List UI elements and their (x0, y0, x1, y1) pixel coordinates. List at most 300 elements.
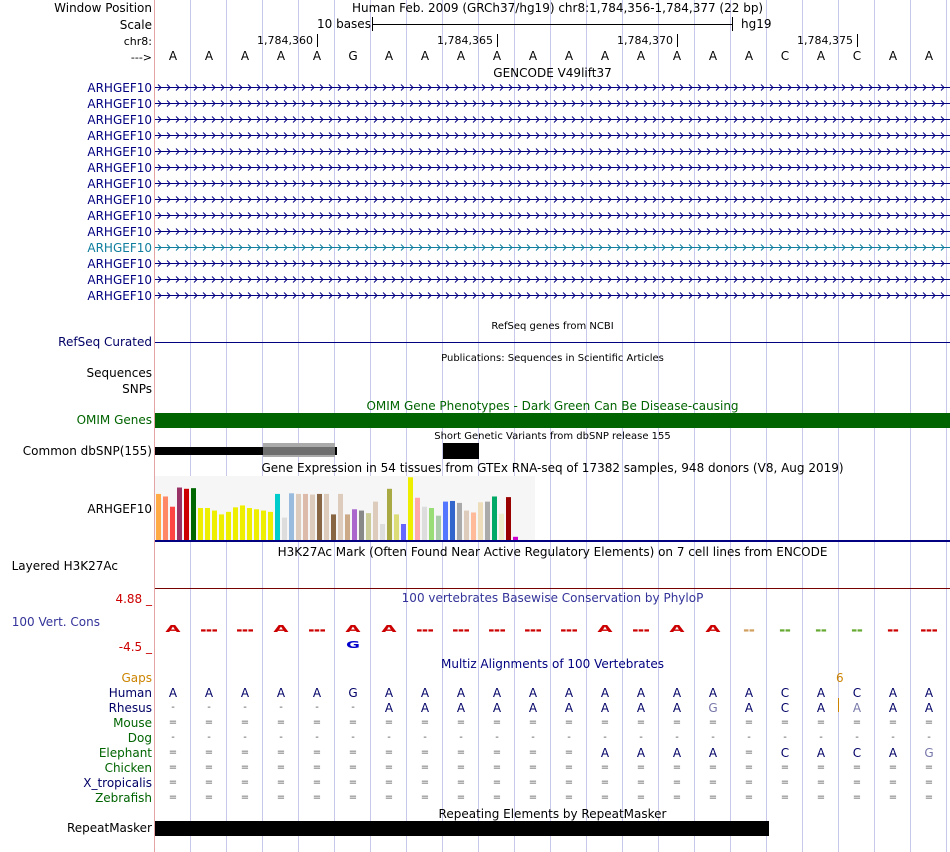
phylop-glyph: A (381, 623, 397, 635)
gencode-gene-label[interactable]: ARHGEF10 (87, 193, 152, 207)
alignment-base: = (420, 747, 430, 758)
alignment-base: = (276, 747, 286, 758)
dbsnp-title: Short Genetic Variants from dbSNP release 155 (434, 431, 671, 442)
alignment-base: = (528, 762, 538, 773)
alignment-base: = (852, 777, 862, 788)
refseq-line[interactable] (155, 342, 950, 343)
alignment-base: A (384, 686, 394, 700)
phylop-glyph: A (165, 623, 181, 635)
gtex-tissue-bar[interactable] (219, 514, 224, 540)
phylop-glyph: ▬▬▬ (560, 627, 578, 634)
gencode-gene-label[interactable]: ARHGEF10 (87, 113, 152, 127)
alignment-base: - (279, 702, 283, 713)
alignment-base: A (456, 701, 466, 715)
gtex-tissue-bar[interactable] (212, 511, 217, 540)
alignment-base: = (312, 762, 322, 773)
alignment-base: A (924, 701, 934, 715)
phylop-glyph: ▬▬▬ (452, 627, 470, 634)
phylop-label[interactable]: 100 Vert. Cons (11, 615, 100, 629)
alignment-base: A (816, 746, 826, 760)
gtex-baseline (155, 540, 950, 542)
gtex-tissue-bar[interactable] (184, 489, 189, 540)
alignment-base: A (600, 701, 610, 715)
reference-base: A (420, 49, 430, 63)
species-label[interactable]: Zebrafish (95, 791, 152, 805)
gtex-tissue-bar[interactable] (261, 511, 266, 540)
gtex-tissue-bar[interactable] (324, 494, 329, 540)
alignment-base: A (528, 701, 538, 715)
species-label[interactable]: Human (108, 686, 152, 700)
alignment-base: = (780, 777, 790, 788)
gencode-gene-label[interactable]: ARHGEF10 (87, 257, 152, 271)
alignment-base: = (528, 717, 538, 728)
alignment-base: = (492, 717, 502, 728)
gtex-tissue-bar[interactable] (457, 503, 462, 540)
alignment-base: = (456, 792, 466, 803)
alignment-base: A (744, 686, 754, 700)
alignment-base: = (312, 792, 322, 803)
repeatmasker-bar[interactable] (155, 821, 769, 836)
alignment-base: - (495, 732, 499, 743)
alignment-base: = (744, 747, 754, 758)
alignment-base: A (420, 701, 430, 715)
species-label[interactable]: Chicken (104, 761, 152, 775)
alignment-base: - (315, 702, 319, 713)
gtex-tissue-bar[interactable] (289, 493, 294, 540)
scale-label: Scale (119, 18, 152, 32)
alignment-base: = (744, 717, 754, 728)
gencode-transcript[interactable] (155, 181, 950, 187)
multiz-title: Multiz Alignments of 100 Vertebrates (440, 657, 665, 671)
alignment-base: = (564, 777, 574, 788)
alignment-base: = (852, 792, 862, 803)
gtex-tissue-bar[interactable] (310, 495, 315, 540)
gencode-transcript[interactable] (155, 165, 950, 171)
species-label[interactable]: Mouse (113, 716, 152, 730)
alignment-base: = (888, 792, 898, 803)
alignment-base: - (207, 732, 211, 743)
gencode-gene-label[interactable]: ARHGEF10 (87, 209, 152, 223)
gencode-gene-label[interactable]: ARHGEF10 (87, 289, 152, 303)
alignment-base: = (924, 777, 934, 788)
alignment-base: = (852, 717, 862, 728)
reference-base: A (924, 49, 934, 63)
alignment-base: - (891, 732, 895, 743)
reference-base: A (672, 49, 682, 63)
alignment-base: - (423, 732, 427, 743)
species-label[interactable]: X_tropicalis (83, 776, 152, 790)
gtex-tissue-bar[interactable] (387, 489, 392, 540)
phylop-glyph: ▬▬▬ (632, 627, 650, 634)
alignment-base: A (240, 686, 250, 700)
dbsnp-variant-2-core (263, 447, 335, 455)
alignment-base: C (852, 746, 862, 760)
gtex-tissue-bar[interactable] (436, 516, 441, 540)
alignment-base: = (240, 747, 250, 758)
gtex-tissue-bar[interactable] (394, 514, 399, 540)
alignment-base: A (600, 686, 610, 700)
phylop-glyph: A (273, 623, 289, 635)
gencode-gene-label[interactable]: ARHGEF10 (87, 273, 152, 287)
phylop-glyph: ▬▬ (779, 627, 791, 634)
gtex-tissue-bar[interactable] (233, 507, 238, 540)
alignment-base: A (888, 701, 898, 715)
alignment-base: = (780, 762, 790, 773)
gtex-tissue-bar[interactable] (373, 502, 378, 540)
alignment-base: = (600, 777, 610, 788)
gencode-gene-label[interactable]: ARHGEF10 (87, 81, 152, 95)
scale-assembly: hg19 (741, 17, 772, 31)
alignment-base: - (243, 732, 247, 743)
alignment-base: A (204, 686, 214, 700)
gtex-tissue-bar[interactable] (303, 494, 308, 540)
gtex-tissue-bar[interactable] (156, 494, 161, 540)
alignment-base: = (168, 717, 178, 728)
gencode-transcript[interactable] (155, 261, 950, 267)
reference-base: A (888, 49, 898, 63)
gtex-tissue-bar[interactable] (163, 496, 168, 540)
gtex-expression-bars[interactable] (155, 476, 950, 542)
gencode-transcript[interactable] (155, 101, 950, 107)
alignment-base: - (459, 732, 463, 743)
alignment-base: A (600, 746, 610, 760)
gencode-transcript[interactable] (155, 245, 950, 251)
gtex-tissue-bar[interactable] (282, 518, 287, 540)
alignment-base: = (168, 792, 178, 803)
reference-base: C (780, 49, 790, 63)
alignment-base: = (204, 777, 214, 788)
gtex-gene-label[interactable]: ARHGEF10 (87, 502, 152, 516)
gencode-gene-label[interactable]: ARHGEF10 (87, 129, 152, 143)
alignment-base: = (348, 717, 358, 728)
alignment-base: = (816, 777, 826, 788)
species-label[interactable]: Dog (127, 731, 152, 745)
alignment-base: = (600, 792, 610, 803)
gtex-tissue-bar[interactable] (506, 497, 511, 540)
alignment-base: = (564, 792, 574, 803)
phylop-glyph: ▬▬ (851, 627, 863, 634)
alignment-base: = (672, 717, 682, 728)
ruler-tick (857, 34, 858, 47)
phylop-glyph: ▬▬▬ (200, 627, 218, 634)
alignment-base: A (888, 686, 898, 700)
track-labels-column (0, 0, 154, 852)
alignment-base: A (420, 686, 430, 700)
h3k27ac-baseline (155, 588, 950, 589)
reference-base: A (528, 49, 538, 63)
alignment-base: = (744, 777, 754, 788)
alignment-base: A (276, 686, 286, 700)
gtex-tissue-bar[interactable] (345, 514, 350, 540)
gencode-gene-label[interactable]: ARHGEF10 (87, 225, 152, 239)
alignment-base: A (564, 686, 574, 700)
gencode-transcript[interactable] (155, 213, 950, 219)
gaps-label: Gaps (121, 671, 152, 685)
alignment-base: = (384, 762, 394, 773)
alignment-base: = (168, 747, 178, 758)
phylop-glyph: ▬▬ (887, 627, 899, 634)
ruler-position-label: 1,784,365 (437, 34, 493, 47)
strand-label: ---> (130, 51, 152, 64)
alignment-base: = (600, 762, 610, 773)
scale-bar (372, 24, 732, 25)
alignment-base: A (528, 686, 538, 700)
alignment-base: = (924, 792, 934, 803)
phylop-glyph: ▬▬▬ (488, 627, 506, 634)
gtex-tissue-bar[interactable] (240, 505, 245, 540)
window-position-value: Human Feb. 2009 (GRCh37/hg19) chr8:1,784,356-1,784,377 (22 bp) (352, 1, 764, 15)
alignment-base: = (780, 792, 790, 803)
gencode-gene-label[interactable]: ARHGEF10 (87, 145, 152, 159)
gtex-tissue-bar[interactable] (380, 524, 385, 540)
gtex-tissue-bar[interactable] (450, 501, 455, 540)
alignment-base: = (600, 717, 610, 728)
gtex-tissue-bar[interactable] (499, 514, 504, 540)
ruler-position-label: 1,784,370 (617, 34, 673, 47)
alignment-base: - (351, 702, 355, 713)
repeatmasker-title: Repeating Elements by RepeatMasker (438, 807, 667, 821)
species-label[interactable]: Elephant (98, 746, 152, 760)
alignment-base: = (240, 717, 250, 728)
gencode-transcript[interactable] (155, 149, 950, 155)
alignment-base: A (492, 686, 502, 700)
phylop-logo[interactable] (155, 618, 950, 648)
alignment-base: = (636, 717, 646, 728)
alignment-base: A (384, 701, 394, 715)
alignment-base: = (456, 747, 466, 758)
gtex-tissue-bar[interactable] (198, 508, 203, 540)
alignment-base: A (636, 746, 646, 760)
gtex-tissue-bar[interactable] (443, 502, 448, 540)
alignment-base: A (168, 686, 178, 700)
alignment-base: = (708, 717, 718, 728)
omim-bar[interactable] (155, 413, 950, 428)
alignment-base: - (711, 732, 715, 743)
refseq-title: RefSeq genes from NCBI (491, 321, 614, 332)
alignment-base: = (852, 762, 862, 773)
alignment-base: A (888, 746, 898, 760)
gtex-tissue-bar[interactable] (478, 502, 483, 540)
alignment-base: - (819, 732, 823, 743)
scale-bar-left-tick (372, 17, 373, 31)
gtex-tissue-bar[interactable] (170, 507, 175, 540)
alignment-base: = (708, 762, 718, 773)
alignment-base: = (276, 777, 286, 788)
ruler-position-label: 1,784,375 (797, 34, 853, 47)
phylop-glyph: ▬▬▬ (524, 627, 542, 634)
gencode-transcript[interactable] (155, 229, 950, 235)
ruler-tick (317, 34, 318, 47)
alignment-base: = (312, 717, 322, 728)
alignment-base: = (744, 792, 754, 803)
alignment-base: = (312, 747, 322, 758)
gtex-tissue-bar[interactable] (331, 514, 336, 540)
reference-base: A (636, 49, 646, 63)
gtex-tissue-bar[interactable] (205, 508, 210, 540)
alignment-base: G (348, 686, 358, 700)
reference-base: A (744, 49, 754, 63)
reference-base: C (852, 49, 862, 63)
alignment-base: A (672, 686, 682, 700)
alignment-base: = (384, 747, 394, 758)
gencode-transcripts[interactable] (155, 80, 950, 320)
ruler-tick (497, 34, 498, 47)
h3k27ac-label[interactable]: Layered H3K27Ac (11, 559, 118, 573)
phylop-glyph: ▬▬▬ (920, 627, 938, 634)
gtex-tissue-bar[interactable] (352, 509, 357, 540)
reference-base: A (384, 49, 394, 63)
alignment-base: A (852, 701, 862, 715)
gtex-tissue-bar[interactable] (254, 509, 259, 540)
alignment-base: A (492, 701, 502, 715)
phylop-glyph: ▬▬ (815, 627, 827, 634)
gencode-transcript[interactable] (155, 293, 950, 299)
alignment-base: - (171, 732, 175, 743)
gtex-tissue-bar[interactable] (247, 508, 252, 540)
alignment-base: = (384, 792, 394, 803)
gencode-transcript[interactable] (155, 85, 950, 91)
gtex-tissue-bar[interactable] (471, 512, 476, 540)
gtex-tissue-bar[interactable] (366, 513, 371, 540)
phylop-glyph: ▬▬▬ (416, 627, 434, 634)
species-label[interactable]: Rhesus (108, 701, 152, 715)
alignment-base: - (171, 702, 175, 713)
alignment-base: - (927, 732, 931, 743)
alignment-base: - (207, 702, 211, 713)
gtex-tissue-bar[interactable] (317, 494, 322, 540)
gtex-tissue-bar[interactable] (177, 488, 182, 540)
alignment-base: = (492, 777, 502, 788)
snps-label[interactable]: SNPs (122, 382, 152, 396)
gtex-tissue-bar[interactable] (492, 496, 497, 540)
dbsnp-variant-3[interactable] (443, 443, 479, 459)
chr-label: chr8: (123, 35, 152, 48)
phylop-glyph: ▬▬ (743, 627, 755, 634)
phylop-glyph: ▬▬▬ (236, 627, 254, 634)
alignment-base: = (168, 762, 178, 773)
alignment-base: A (636, 701, 646, 715)
alignment-base: = (636, 792, 646, 803)
omim-label[interactable]: OMIM Genes (76, 413, 152, 427)
gtex-tissue-bar[interactable] (415, 498, 420, 540)
gencode-gene-label[interactable]: ARHGEF10 (87, 241, 152, 255)
gtex-tissue-bar[interactable] (226, 512, 231, 540)
alignment-base: = (204, 717, 214, 728)
alignment-base: = (888, 762, 898, 773)
alignment-base: = (384, 717, 394, 728)
alignment-base: - (279, 732, 283, 743)
alignment-base: A (636, 686, 646, 700)
gencode-transcript[interactable] (155, 133, 950, 139)
gtex-tissue-bar[interactable] (191, 488, 196, 540)
alignment-base: = (564, 762, 574, 773)
alignment-base: = (384, 777, 394, 788)
gtex-tissue-bar[interactable] (485, 502, 490, 540)
repeatmasker-label[interactable]: RepeatMasker (66, 821, 152, 835)
gtex-tissue-bar[interactable] (275, 494, 280, 540)
gtex-tissue-bar[interactable] (338, 494, 343, 540)
gap-marker (838, 698, 839, 712)
alignment-base: = (420, 777, 430, 788)
gtex-tissue-bar[interactable] (401, 524, 406, 540)
alignment-base: = (240, 777, 250, 788)
dbsnp-label[interactable]: Common dbSNP(155) (22, 444, 152, 458)
alignment-base: = (744, 762, 754, 773)
gencode-title: GENCODE V49lift37 (493, 66, 612, 80)
alignment-base: = (240, 792, 250, 803)
alignment-base: A (456, 686, 466, 700)
alignment-base: = (492, 792, 502, 803)
gencode-transcript[interactable] (155, 277, 950, 283)
gencode-gene-label[interactable]: ARHGEF10 (87, 161, 152, 175)
alignment-base: = (672, 792, 682, 803)
alignment-base: A (744, 701, 754, 715)
gtex-tissue-bar[interactable] (422, 507, 427, 540)
gencode-transcript[interactable] (155, 197, 950, 203)
alignment-base: C (780, 746, 790, 760)
alignment-base: = (204, 747, 214, 758)
alignment-base: = (816, 717, 826, 728)
alignment-base: - (603, 732, 607, 743)
alignment-base: = (636, 777, 646, 788)
alignment-base: - (567, 732, 571, 743)
alignment-base: - (855, 732, 859, 743)
phylop-min-label: -4.5 _ (118, 640, 152, 654)
gencode-gene-label[interactable]: ARHGEF10 (87, 177, 152, 191)
alignment-base: = (240, 762, 250, 773)
alignment-base: A (924, 686, 934, 700)
alignment-base: - (747, 732, 751, 743)
phylop-glyph: ▬▬▬ (308, 627, 326, 634)
gtex-tissue-bar[interactable] (296, 494, 301, 540)
reference-base: A (456, 49, 466, 63)
gtex-tissue-bar[interactable] (464, 511, 469, 540)
alignment-base: A (708, 686, 718, 700)
gencode-gene-label[interactable]: ARHGEF10 (87, 97, 152, 111)
alignment-base: = (492, 747, 502, 758)
reference-base: A (312, 49, 322, 63)
alignment-base: A (672, 701, 682, 715)
alignment-base: C (780, 686, 790, 700)
phylop-max-label: 4.88 _ (115, 592, 152, 606)
alignment-base: C (780, 701, 790, 715)
alignment-base: = (708, 792, 718, 803)
sequences-label[interactable]: Sequences (86, 366, 152, 380)
alignment-base: = (492, 762, 502, 773)
alignment-base: = (204, 792, 214, 803)
alignment-base: = (924, 762, 934, 773)
phylop-glyph: A (345, 623, 361, 635)
alignment-base: A (312, 686, 322, 700)
alignment-base: = (528, 792, 538, 803)
refseq-label[interactable]: RefSeq Curated (58, 335, 152, 349)
gtex-tissue-bar[interactable] (268, 512, 273, 540)
alignment-base: = (564, 747, 574, 758)
track-area (155, 0, 950, 852)
alignment-base: = (528, 777, 538, 788)
reference-base: A (276, 49, 286, 63)
alignment-base: = (708, 777, 718, 788)
scale-bar-right-tick (732, 17, 733, 31)
alignment-base: A (708, 746, 718, 760)
gencode-transcript[interactable] (155, 117, 950, 123)
publications-title: Publications: Sequences in Scientific Articles (441, 353, 664, 364)
gtex-tissue-bar[interactable] (359, 511, 364, 540)
alignment-base: = (456, 762, 466, 773)
gtex-tissue-bar[interactable] (429, 508, 434, 540)
gtex-tissue-bar[interactable] (408, 477, 413, 540)
alignment-base: - (639, 732, 643, 743)
